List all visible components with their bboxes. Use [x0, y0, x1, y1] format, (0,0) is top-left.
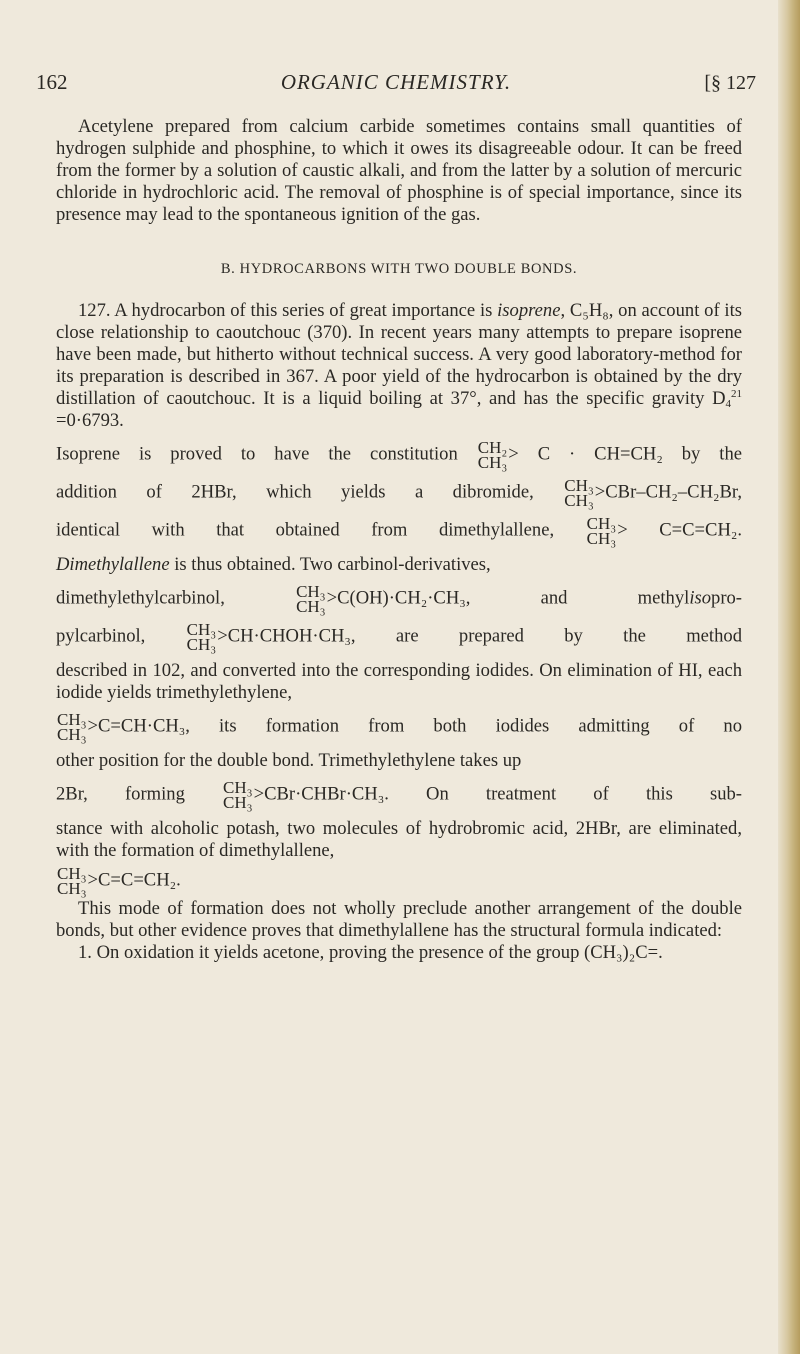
term-dimethylallene: Dimethylallene [56, 554, 170, 575]
formula-dibromide: CH₃ CH₃ [564, 476, 594, 510]
page-body [56, 116, 742, 964]
section-heading: B. HYDROCARBONS WITH TWO DOUBLE BONDS. [220, 261, 578, 277]
line-double-bond-position: other position for the double bond. Trimethylethylene takes up [56, 750, 522, 771]
section-reference: [§ 127 [704, 72, 756, 94]
formula-dimethylethylcarbinol: CH₃ CH₃ [296, 582, 326, 616]
line-dibromide: addition of 2HBr, which yields a dibromide, CH₃ CH₃ >CBr–CH₂–CH₂Br, [56, 476, 742, 510]
formula-dimethylallene: CH₃ CH₃ [586, 514, 617, 548]
line-methylisopropylcarbinol: pylcarbinol, CH₃ CH₃ >CH·CHOH·CH₃, are prepared by the method [56, 620, 742, 654]
line-iodides: described in 102, and converted into the corresponding iodides. On elimination of HI, each iodide yields trimethylethylene, [56, 660, 742, 703]
list-item-oxidation: 1. On oxidation it yields acetone, proving the presence of the group (CH₃)₂C=. [78, 942, 663, 963]
running-title: ORGANIC CHEMISTRY. [280, 70, 512, 94]
line-isoprene-constitution: Isoprene is proved to have the constitution CH₂ CH₃ > C · CH=CH₂ by the [56, 438, 743, 472]
line-dimethylethylcarbinol: dimethylethylcarbinol, CH₃ CH₃ >C(OH)·CH₂·CH₃, and methylisopro- [56, 582, 742, 616]
formula-trimethylethylene-dibromide: CH₃ CH₃ [223, 778, 253, 812]
line-dibromide-2: 2Br, forming CH₃ CH₃ >CBr·CHBr·CH₃. On treatment of this sub- [56, 778, 742, 812]
paragraph-number: 127. [78, 300, 111, 321]
line-alcoholic-potash: stance with alcoholic potash, two molecules of hydrobromic acid, 2HBr, are eliminated, with the formation of dimethylallene, [56, 818, 742, 861]
formula-trimethylethylene: CH₃ CH₃ [57, 710, 87, 744]
line-dimethylallene: identical with that obtained from dimethylallene, CH₃ CH₃ > C=C=CH₂. [56, 514, 743, 548]
line-trimethylethylene: CH₃ CH₃ >C=CH·CH₃, its formation from both iodides admitting of no [57, 710, 742, 744]
term-isoprene: isoprene [497, 300, 561, 321]
page-edge-shadow [778, 0, 800, 1354]
formula-dimethylallene-2: CH₃ CH₃ [57, 864, 87, 898]
page-number: 162 [36, 70, 68, 94]
line-dimethylallene-formula: CH₃ CH₃ >C=C=CH₂. [57, 864, 181, 898]
formula-isoprene: CH₂ CH₃ [477, 438, 508, 472]
formula-methylisopropylcarbinol: CH₃ CH₃ [186, 620, 217, 654]
paragraph-structural-formula: This mode of formation does not wholly preclude another arrangement of the double bonds, but other evidence proves that dimethylallene has the structural formula indicated: [56, 898, 742, 941]
running-header [36, 70, 756, 104]
paragraph-acetylene: Acetylene prepared from calcium carbide sometimes contains small quantities of hydrogen sulphide and phosphine, to which it owes its disagreeable odour. It can be freed from the former by a solution of caustic alkali, and from the latter by a solution of mercuric chloride in hydrochloric acid. The removal of phosphine is of special importance, since its presence may lead to the spontaneous ignition of the gas. [56, 116, 742, 225]
line-carbinol-derivatives: Dimethylallene is thus obtained. Two carbinol-derivatives, [56, 554, 491, 575]
paragraph-isoprene: 127. A hydrocarbon of this series of great importance is isoprene, C₅H₈, on account of its close relationship to caoutchouc (370). In recent years many attempts to prepare isoprene have been made, but hitherto without technical success. A very good laboratory-method for its preparation is described in 367. A poor yield of the hydrocarbon is obtained by the dry distillation of caoutchouc. It is a liquid boiling at 37°, and has the specific gravity $D_4^{21} =0\cdot 6793$. [56, 300, 742, 431]
